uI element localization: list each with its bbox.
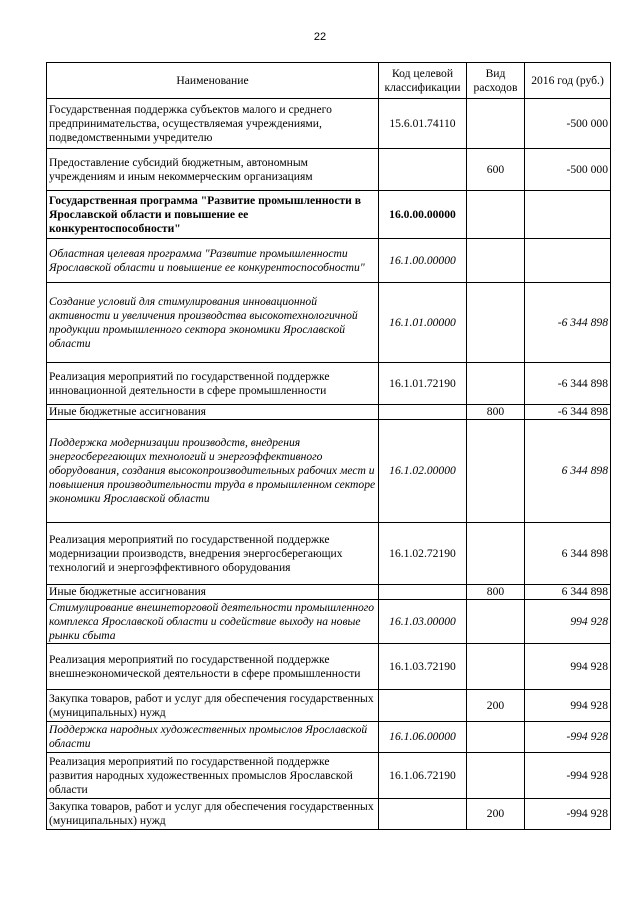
row-code: 15.6.01.74110	[379, 99, 467, 149]
table-row	[47, 191, 611, 239]
row-type	[467, 753, 525, 799]
header-type: Вид расходов	[467, 63, 525, 99]
table-row	[47, 799, 611, 830]
table-header-row	[47, 63, 611, 99]
header-amount: 2016 год (руб.)	[525, 63, 611, 99]
row-amount: -500 000	[525, 149, 611, 191]
row-type	[467, 523, 525, 585]
row-amount: -6 344 898	[525, 405, 611, 420]
row-type	[467, 722, 525, 753]
row-type: 600	[467, 149, 525, 191]
table-row	[47, 99, 611, 149]
row-type	[467, 99, 525, 149]
row-name: Поддержка народных художественных промыслов Ярославской области	[47, 722, 379, 753]
row-type	[467, 644, 525, 690]
row-amount: -6 344 898	[525, 283, 611, 363]
row-name: Создание условий для стимулирования инновационной активности и увеличения производства высокотехнологичной продукции промышленного сектора экономики Ярославской области	[47, 283, 379, 363]
row-type	[467, 420, 525, 523]
table-row	[47, 149, 611, 191]
row-type	[467, 363, 525, 405]
row-type: 800	[467, 405, 525, 420]
row-code: 16.1.03.00000	[379, 600, 467, 644]
row-name: Закупка товаров, работ и услуг для обеспечения государственных (муниципальных) нужд	[47, 690, 379, 722]
row-code: 16.1.06.00000	[379, 722, 467, 753]
row-name: Реализация мероприятий по государственной поддержке модернизации производств, внедрения энергосберегающих технологий и энергоэффективного оборудования	[47, 523, 379, 585]
row-code: 16.1.06.72190	[379, 753, 467, 799]
row-name: Иные бюджетные ассигнования	[47, 585, 379, 600]
row-code	[379, 690, 467, 722]
table-row	[47, 363, 611, 405]
row-name: Стимулирование внешнеторговой деятельности промышленного комплекса Ярославской области и содействие выходу на новые рынки сбыта	[47, 600, 379, 644]
row-type: 200	[467, 799, 525, 830]
table-row	[47, 690, 611, 722]
table-row	[47, 600, 611, 644]
row-amount: -994 928	[525, 799, 611, 830]
header-name: Наименование	[47, 63, 379, 99]
row-amount: 994 928	[525, 690, 611, 722]
row-name: Государственная программа "Развитие промышленности в Ярославской области и повышение ее конкурентоспособности"	[47, 191, 379, 239]
row-amount	[525, 239, 611, 283]
row-code: 16.1.01.72190	[379, 363, 467, 405]
row-name: Реализация мероприятий по государственной поддержке инновационной деятельности в сфере промышленности	[47, 363, 379, 405]
row-amount: -500 000	[525, 99, 611, 149]
row-amount: 6 344 898	[525, 420, 611, 523]
row-type	[467, 600, 525, 644]
row-code	[379, 405, 467, 420]
row-code: 16.1.03.72190	[379, 644, 467, 690]
row-amount: -6 344 898	[525, 363, 611, 405]
row-code: 16.0.00.00000	[379, 191, 467, 239]
row-code: 16.1.00.00000	[379, 239, 467, 283]
row-amount: -994 928	[525, 753, 611, 799]
row-amount	[525, 191, 611, 239]
row-type: 800	[467, 585, 525, 600]
row-amount: -994 928	[525, 722, 611, 753]
table-row	[47, 722, 611, 753]
row-code: 16.1.02.72190	[379, 523, 467, 585]
row-code: 16.1.02.00000	[379, 420, 467, 523]
row-name: Поддержка модернизации производств, внедрения энергосберегающих технологий и энергоэффективного оборудования, создания высокопроизводительных рабочих мест и повышения производительности труда в промышленном секторе экономики Ярославской области	[47, 420, 379, 523]
row-amount: 994 928	[525, 600, 611, 644]
row-name: Реализация мероприятий по государственной поддержке развития народных художественных промыслов Ярославской области	[47, 753, 379, 799]
table-row	[47, 405, 611, 420]
row-type	[467, 283, 525, 363]
row-name: Предоставление субсидий бюджетным, автономным учреждениям и иным некоммерческим организациям	[47, 149, 379, 191]
row-code	[379, 799, 467, 830]
table-body	[47, 99, 611, 830]
row-type	[467, 239, 525, 283]
table-row	[47, 420, 611, 523]
row-amount: 994 928	[525, 644, 611, 690]
row-name: Областная целевая программа "Развитие промышленности Ярославской области и повышение ее конкурентоспособности"	[47, 239, 379, 283]
row-type	[467, 191, 525, 239]
budget-table	[46, 62, 611, 830]
header-code: Код целевой классификации	[379, 63, 467, 99]
page-number: 22	[313, 31, 327, 43]
row-code	[379, 585, 467, 600]
row-name: Реализация мероприятий по государственной поддержке внешнеэкономической деятельности в сфере промышленности	[47, 644, 379, 690]
row-code	[379, 149, 467, 191]
row-code: 16.1.01.00000	[379, 283, 467, 363]
row-amount: 6 344 898	[525, 523, 611, 585]
table-row	[47, 644, 611, 690]
row-type: 200	[467, 690, 525, 722]
table-row	[47, 283, 611, 363]
row-amount: 6 344 898	[525, 585, 611, 600]
row-name: Государственная поддержка субъектов малого и среднего предпринимательства, осуществляемая учреждениями, подведомственными учредителю	[47, 99, 379, 149]
table-row	[47, 239, 611, 283]
table-row	[47, 753, 611, 799]
table-row	[47, 523, 611, 585]
row-name: Закупка товаров, работ и услуг для обеспечения государственных (муниципальных) нужд	[47, 799, 379, 830]
row-name: Иные бюджетные ассигнования	[47, 405, 379, 420]
table-row	[47, 585, 611, 600]
